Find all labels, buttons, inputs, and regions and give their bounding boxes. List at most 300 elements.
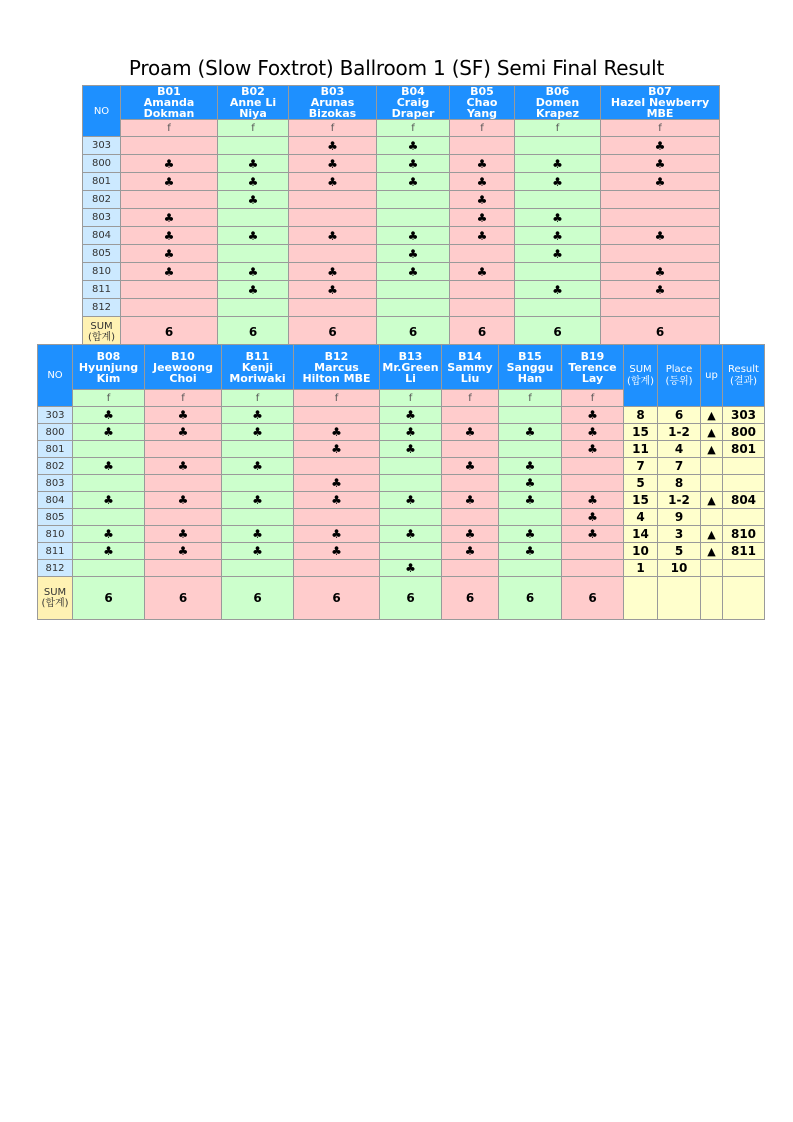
f-label: f <box>222 390 294 407</box>
empty-cell <box>442 560 499 577</box>
club-mark: ♣ <box>73 492 145 509</box>
empty-cell <box>515 137 601 155</box>
result: 810 <box>723 526 765 543</box>
total-sum: 1 <box>624 560 658 577</box>
judge-name: Craig Draper <box>391 96 435 120</box>
place-header: Place (등위) <box>658 345 701 407</box>
empty-cell <box>658 577 701 620</box>
club-mark: ♣ <box>450 191 515 209</box>
club-mark: ♣ <box>121 227 218 245</box>
result <box>723 458 765 475</box>
judge-header <box>562 345 624 390</box>
club-mark: ♣ <box>601 137 720 155</box>
judge-header <box>294 345 380 390</box>
club-mark: ♣ <box>601 263 720 281</box>
empty-cell <box>377 191 450 209</box>
empty-cell <box>601 245 720 263</box>
club-mark: ♣ <box>380 407 442 424</box>
club-mark: ♣ <box>380 560 442 577</box>
judge-code: B15 <box>518 349 542 363</box>
judge-name: Hyunjung Kim <box>78 360 139 385</box>
table-row <box>38 424 765 441</box>
header-row <box>83 86 720 120</box>
judge-sum: 6 <box>562 577 624 620</box>
result: 801 <box>723 441 765 458</box>
place: 7 <box>658 458 701 475</box>
f-row <box>83 120 720 137</box>
club-mark: ♣ <box>222 424 294 441</box>
table-row <box>38 407 765 424</box>
place: 6 <box>658 407 701 424</box>
club-mark: ♣ <box>294 526 380 543</box>
club-mark: ♣ <box>499 526 562 543</box>
total-sum: 5 <box>624 475 658 492</box>
club-mark: ♣ <box>294 492 380 509</box>
club-mark: ♣ <box>121 173 218 191</box>
competitor-number: 800 <box>83 155 121 173</box>
result-header: Result (결과) <box>723 345 765 407</box>
empty-cell <box>450 281 515 299</box>
f-label: f <box>380 390 442 407</box>
table-row <box>83 155 720 173</box>
judge-code: B04 <box>401 85 425 98</box>
empty-cell <box>121 281 218 299</box>
club-mark: ♣ <box>450 155 515 173</box>
club-mark: ♣ <box>289 281 377 299</box>
club-mark: ♣ <box>289 137 377 155</box>
competitor-number: 805 <box>83 245 121 263</box>
competitor-number: 801 <box>38 441 73 458</box>
club-mark: ♣ <box>222 492 294 509</box>
sum-total-header: SUM (합계) <box>624 345 658 407</box>
f-label: f <box>289 120 377 137</box>
empty-cell <box>380 458 442 475</box>
place: 5 <box>658 543 701 560</box>
club-mark: ♣ <box>562 526 624 543</box>
club-mark: ♣ <box>380 492 442 509</box>
empty-cell <box>499 560 562 577</box>
result: 800 <box>723 424 765 441</box>
judge-name: Terence Lay <box>568 360 617 385</box>
total-sum: 10 <box>624 543 658 560</box>
judge-code: B06 <box>545 85 570 98</box>
empty-cell <box>218 209 289 227</box>
empty-cell <box>218 245 289 263</box>
competitor-number: 810 <box>83 263 121 281</box>
club-mark: ♣ <box>145 543 222 560</box>
empty-cell <box>701 577 723 620</box>
table-row <box>38 458 765 475</box>
club-mark: ♣ <box>222 407 294 424</box>
empty-cell <box>289 191 377 209</box>
empty-cell <box>601 299 720 317</box>
empty-cell <box>499 407 562 424</box>
judge-sum: 6 <box>380 577 442 620</box>
judge-sum: 6 <box>73 577 145 620</box>
empty-cell <box>442 509 499 526</box>
table-row <box>38 475 765 492</box>
table-row <box>83 227 720 245</box>
empty-cell <box>723 577 765 620</box>
club-mark: ♣ <box>515 227 601 245</box>
empty-cell <box>222 509 294 526</box>
club-mark: ♣ <box>289 155 377 173</box>
empty-cell <box>624 577 658 620</box>
club-mark: ♣ <box>294 441 380 458</box>
empty-cell <box>222 441 294 458</box>
competitor-number: 812 <box>38 560 73 577</box>
judge-name: Amanda Dokman <box>143 96 195 120</box>
competitor-number: 303 <box>83 137 121 155</box>
empty-cell <box>515 263 601 281</box>
f-label: f <box>73 390 145 407</box>
judge-header <box>442 345 499 390</box>
club-mark: ♣ <box>442 543 499 560</box>
empty-cell <box>294 509 380 526</box>
judge-code: B05 <box>470 85 494 98</box>
judge-header <box>499 345 562 390</box>
judge-sum: 6 <box>121 317 218 347</box>
judge-name: Sammy Liu <box>447 360 493 385</box>
competitor-number: 803 <box>83 209 121 227</box>
table-row <box>83 245 720 263</box>
place: 10 <box>658 560 701 577</box>
competitor-number: 802 <box>38 458 73 475</box>
empty-cell <box>294 560 380 577</box>
empty-cell <box>562 475 624 492</box>
club-mark: ♣ <box>145 458 222 475</box>
f-label: f <box>294 390 380 407</box>
empty-cell <box>294 458 380 475</box>
club-mark: ♣ <box>515 155 601 173</box>
f-label: f <box>121 120 218 137</box>
result: 804 <box>723 492 765 509</box>
judge-header <box>222 345 294 390</box>
judge-sum: 6 <box>442 577 499 620</box>
empty-cell <box>515 191 601 209</box>
no-header: NO <box>83 86 121 137</box>
judge-code: B01 <box>157 85 181 98</box>
judge-header <box>380 345 442 390</box>
table-row <box>83 137 720 155</box>
competitor-number: 804 <box>38 492 73 509</box>
club-mark: ♣ <box>218 227 289 245</box>
total-sum: 7 <box>624 458 658 475</box>
sum-label: SUM (합계) <box>38 577 73 620</box>
club-mark: ♣ <box>145 424 222 441</box>
judge-name: Sanggu Han <box>506 360 554 385</box>
empty-cell <box>380 543 442 560</box>
club-mark: ♣ <box>218 173 289 191</box>
empty-cell <box>515 299 601 317</box>
judge-sum: 6 <box>218 317 289 347</box>
judge-name: Domen Krapez <box>535 96 580 120</box>
judge-sum: 6 <box>294 577 380 620</box>
competitor-number: 303 <box>38 407 73 424</box>
empty-cell <box>701 475 723 492</box>
judge-name: Chao Yang <box>466 96 498 120</box>
judge-header <box>601 86 720 120</box>
club-mark: ♣ <box>294 475 380 492</box>
sum-row <box>38 577 765 620</box>
club-mark: ♣ <box>380 441 442 458</box>
judge-header <box>515 86 601 120</box>
judge-code: B14 <box>458 349 482 363</box>
club-mark: ♣ <box>218 263 289 281</box>
club-mark: ♣ <box>73 424 145 441</box>
club-mark: ♣ <box>442 424 499 441</box>
competitor-number: 811 <box>83 281 121 299</box>
empty-cell <box>121 137 218 155</box>
empty-cell <box>73 441 145 458</box>
judge-sum: 6 <box>145 577 222 620</box>
empty-cell <box>442 407 499 424</box>
judge-sum: 6 <box>499 577 562 620</box>
empty-cell <box>289 209 377 227</box>
club-mark: ♣ <box>218 155 289 173</box>
empty-cell <box>442 441 499 458</box>
club-mark: ♣ <box>377 245 450 263</box>
total-sum: 15 <box>624 492 658 509</box>
club-mark: ♣ <box>380 526 442 543</box>
judge-sum: 6 <box>450 317 515 347</box>
club-mark: ♣ <box>73 543 145 560</box>
club-mark: ♣ <box>121 209 218 227</box>
judge-code: B02 <box>241 85 265 98</box>
up-triangle-icon: ▲ <box>701 492 723 509</box>
club-mark: ♣ <box>499 492 562 509</box>
club-mark: ♣ <box>377 173 450 191</box>
empty-cell <box>701 458 723 475</box>
empty-cell <box>289 299 377 317</box>
judge-header <box>73 345 145 390</box>
club-mark: ♣ <box>562 441 624 458</box>
header-row <box>38 345 765 390</box>
club-mark: ♣ <box>380 424 442 441</box>
competitor-number: 804 <box>83 227 121 245</box>
club-mark: ♣ <box>499 543 562 560</box>
judge-code: B12 <box>324 349 349 363</box>
empty-cell <box>562 560 624 577</box>
judge-name: Hazel Newberry MBE <box>610 96 710 120</box>
table-row <box>38 492 765 509</box>
up-triangle-icon: ▲ <box>701 543 723 560</box>
club-mark: ♣ <box>222 526 294 543</box>
empty-cell <box>450 299 515 317</box>
result <box>723 475 765 492</box>
no-header: NO <box>38 345 73 407</box>
empty-cell <box>380 475 442 492</box>
table-row <box>83 281 720 299</box>
empty-cell <box>701 560 723 577</box>
club-mark: ♣ <box>145 526 222 543</box>
club-mark: ♣ <box>145 492 222 509</box>
sum-row <box>83 317 720 347</box>
club-mark: ♣ <box>515 173 601 191</box>
club-mark: ♣ <box>601 173 720 191</box>
f-label: f <box>145 390 222 407</box>
club-mark: ♣ <box>442 492 499 509</box>
judge-code: B03 <box>320 85 345 98</box>
club-mark: ♣ <box>515 209 601 227</box>
up-triangle-icon: ▲ <box>701 441 723 458</box>
judge-code: B07 <box>648 85 672 98</box>
club-mark: ♣ <box>121 155 218 173</box>
judge-sum: 6 <box>377 317 450 347</box>
empty-cell <box>121 299 218 317</box>
f-label: f <box>562 390 624 407</box>
club-mark: ♣ <box>121 245 218 263</box>
club-mark: ♣ <box>121 263 218 281</box>
club-mark: ♣ <box>377 155 450 173</box>
empty-cell <box>121 191 218 209</box>
f-label: f <box>377 120 450 137</box>
empty-cell <box>442 475 499 492</box>
judge-code: B10 <box>171 349 195 363</box>
competitor-number: 802 <box>83 191 121 209</box>
empty-cell <box>294 407 380 424</box>
f-label: f <box>450 120 515 137</box>
competitor-number: 805 <box>38 509 73 526</box>
up-header: up <box>701 345 723 407</box>
result: 303 <box>723 407 765 424</box>
empty-cell <box>601 191 720 209</box>
judge-header <box>218 86 289 120</box>
up-triangle-icon: ▲ <box>701 407 723 424</box>
judge-name: Anne Li Niya <box>229 96 277 120</box>
club-mark: ♣ <box>562 424 624 441</box>
club-mark: ♣ <box>73 526 145 543</box>
empty-cell <box>73 509 145 526</box>
competitor-number: 801 <box>83 173 121 191</box>
club-mark: ♣ <box>289 227 377 245</box>
f-label: f <box>499 390 562 407</box>
judge-name: Mr.Green Li <box>382 360 439 385</box>
table-row <box>83 299 720 317</box>
club-mark: ♣ <box>442 458 499 475</box>
table-row <box>83 209 720 227</box>
judge-sum: 6 <box>289 317 377 347</box>
results-table-1 <box>82 85 720 347</box>
judge-header <box>377 86 450 120</box>
club-mark: ♣ <box>218 191 289 209</box>
empty-cell <box>145 509 222 526</box>
judge-code: B11 <box>245 349 270 363</box>
judge-header <box>450 86 515 120</box>
f-label: f <box>442 390 499 407</box>
empty-cell <box>145 441 222 458</box>
judge-header <box>121 86 218 120</box>
results-table-2 <box>37 344 765 620</box>
empty-cell <box>562 543 624 560</box>
total-sum: 11 <box>624 441 658 458</box>
page-title: Proam (Slow Foxtrot) Ballroom 1 (SF) Semi Final Result <box>128 56 665 80</box>
empty-cell <box>562 458 624 475</box>
empty-cell <box>601 209 720 227</box>
total-sum: 14 <box>624 526 658 543</box>
club-mark: ♣ <box>377 227 450 245</box>
empty-cell <box>380 509 442 526</box>
table-row <box>83 173 720 191</box>
result <box>723 509 765 526</box>
club-mark: ♣ <box>601 281 720 299</box>
empty-cell <box>218 299 289 317</box>
judge-sum: 6 <box>222 577 294 620</box>
club-mark: ♣ <box>450 263 515 281</box>
judge-name: Arunas Bizokas <box>308 96 357 120</box>
judge-header <box>289 86 377 120</box>
club-mark: ♣ <box>450 227 515 245</box>
empty-cell <box>377 299 450 317</box>
place: 1-2 <box>658 492 701 509</box>
judge-name: Kenji Moriwaki <box>229 360 286 385</box>
empty-cell <box>450 137 515 155</box>
place: 9 <box>658 509 701 526</box>
club-mark: ♣ <box>499 458 562 475</box>
club-mark: ♣ <box>222 458 294 475</box>
judge-code: B08 <box>96 349 121 363</box>
table-row <box>38 509 765 526</box>
club-mark: ♣ <box>515 245 601 263</box>
place: 1-2 <box>658 424 701 441</box>
place: 8 <box>658 475 701 492</box>
club-mark: ♣ <box>289 173 377 191</box>
judge-sum: 6 <box>601 317 720 347</box>
empty-cell <box>145 560 222 577</box>
result: 811 <box>723 543 765 560</box>
table-row <box>38 543 765 560</box>
table-row <box>38 441 765 458</box>
total-sum: 4 <box>624 509 658 526</box>
total-sum: 8 <box>624 407 658 424</box>
empty-cell <box>499 441 562 458</box>
empty-cell <box>222 560 294 577</box>
empty-cell <box>289 245 377 263</box>
club-mark: ♣ <box>562 509 624 526</box>
place: 3 <box>658 526 701 543</box>
judge-name: Jeewoong Choi <box>153 360 213 385</box>
club-mark: ♣ <box>73 407 145 424</box>
competitor-number: 800 <box>38 424 73 441</box>
judge-header <box>145 345 222 390</box>
competitor-number: 812 <box>83 299 121 317</box>
club-mark: ♣ <box>294 543 380 560</box>
f-label: f <box>601 120 720 137</box>
empty-cell <box>145 475 222 492</box>
place: 4 <box>658 441 701 458</box>
club-mark: ♣ <box>145 407 222 424</box>
empty-cell <box>377 209 450 227</box>
up-triangle-icon: ▲ <box>701 424 723 441</box>
club-mark: ♣ <box>601 227 720 245</box>
f-label: f <box>515 120 601 137</box>
empty-cell <box>73 560 145 577</box>
club-mark: ♣ <box>442 526 499 543</box>
table-row <box>38 526 765 543</box>
judge-code: B13 <box>398 349 423 363</box>
total-sum: 15 <box>624 424 658 441</box>
judge-sum: 6 <box>515 317 601 347</box>
empty-cell <box>218 137 289 155</box>
club-mark: ♣ <box>218 281 289 299</box>
club-mark: ♣ <box>499 475 562 492</box>
f-label: f <box>218 120 289 137</box>
club-mark: ♣ <box>562 407 624 424</box>
club-mark: ♣ <box>562 492 624 509</box>
club-mark: ♣ <box>499 424 562 441</box>
empty-cell <box>377 281 450 299</box>
club-mark: ♣ <box>450 209 515 227</box>
